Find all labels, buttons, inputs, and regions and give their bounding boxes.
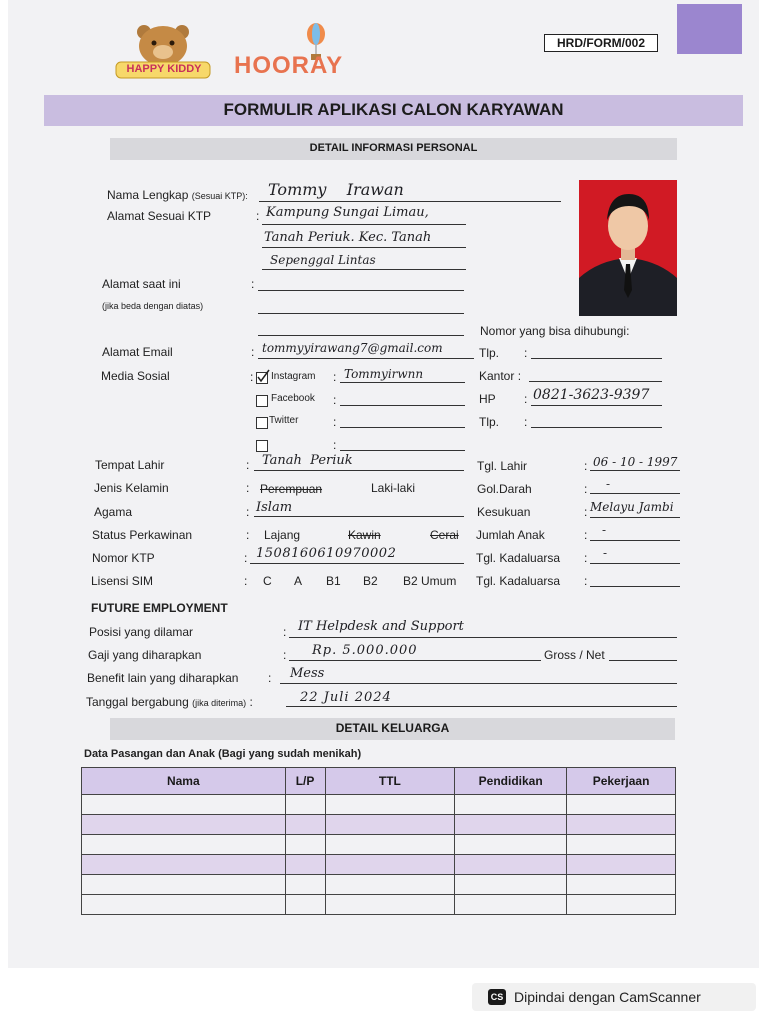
contact-header: Nomor yang bisa dihubungi: [480, 324, 630, 338]
salary-value[interactable]: Rp. 5.000.000 [312, 643, 418, 658]
table-cell[interactable] [455, 875, 567, 895]
form-code: HRD/FORM/002 [544, 34, 658, 52]
hp-field-line [531, 405, 662, 406]
table-cell[interactable] [455, 855, 567, 875]
table-row [82, 875, 676, 895]
ktp-expiry-colon: : [584, 551, 588, 565]
instagram-label: Instagram [271, 371, 316, 382]
ktp-number-value[interactable]: 1508160610970002 [256, 546, 397, 561]
social-colon: : [250, 370, 254, 384]
table-row [82, 835, 676, 855]
table-cell[interactable] [285, 835, 325, 855]
join-date-label-text: Tanggal bergabung [86, 695, 189, 709]
religion-value[interactable]: Islam [256, 500, 293, 515]
current-address-line1[interactable] [258, 290, 464, 291]
tlp2-colon: : [524, 415, 528, 429]
facebook-field-line[interactable] [340, 405, 465, 406]
sim-option-a[interactable]: A [294, 574, 303, 588]
gross-net-field-line[interactable] [609, 660, 677, 661]
table-row [82, 795, 676, 815]
sim-option-c[interactable]: C [263, 574, 272, 588]
happy-kiddy-logo [112, 22, 214, 82]
benefit-colon: : [268, 671, 272, 685]
marital-single-option[interactable]: Lajang [264, 528, 301, 542]
religion-field-line [254, 516, 464, 517]
join-date-field-line [286, 706, 677, 707]
sim-option-b2-umum[interactable]: B2 Umum [403, 574, 457, 588]
children-field-line [590, 540, 680, 541]
twitter-checkbox[interactable] [256, 417, 268, 429]
column-header-education: Pendidikan [455, 768, 567, 795]
blood-colon: : [584, 482, 588, 496]
religion-colon: : [246, 505, 250, 519]
ktp-expiry-label: Tgl. Kadaluarsa [476, 551, 561, 565]
table-cell[interactable] [285, 795, 325, 815]
ktp-address-colon: : [256, 209, 260, 223]
table-cell[interactable] [567, 835, 676, 855]
sim-colon: : [244, 574, 248, 588]
gender-male-option[interactable]: Laki-laki [371, 481, 416, 495]
birthplace-label: Tempat Lahir [95, 458, 165, 472]
gender-colon: : [246, 481, 250, 495]
twitter-colon: : [333, 415, 337, 429]
section-personal-title: DETAIL INFORMASI PERSONAL [309, 142, 478, 154]
table-cell[interactable] [455, 815, 567, 835]
name-field-line [259, 201, 561, 202]
ktp-number-field-line [250, 563, 464, 564]
table-cell[interactable] [285, 895, 325, 915]
birthplace-field-line [254, 470, 464, 471]
religion-label: Agama [94, 505, 133, 519]
gross-net-label[interactable]: Gross / Net [544, 648, 605, 662]
marital-colon: : [246, 528, 250, 542]
facebook-colon: : [333, 393, 337, 407]
current-address-line2[interactable] [258, 313, 464, 314]
ktp-number-colon: : [244, 551, 248, 565]
ethnic-colon: : [584, 505, 588, 519]
form-title: FORMULIR APLIKASI CALON KARYAWAN [223, 100, 564, 119]
checkmark-icon [256, 369, 270, 383]
table-cell[interactable] [325, 855, 455, 875]
ktp-address-value-2[interactable]: Tanah Periuk. Kec. Tanah [264, 230, 432, 245]
email-field-line [258, 358, 474, 359]
position-colon: : [283, 625, 287, 639]
tlp2-field-line[interactable] [531, 427, 662, 428]
table-row [82, 815, 676, 835]
children-label: Jumlah Anak [476, 528, 545, 542]
ethnic-label: Kesukuan [477, 505, 531, 519]
ktp-address-value-1[interactable]: Kampung Sungai Limau, [266, 205, 429, 220]
benefit-field-line [280, 683, 677, 684]
join-date-note: (jika diterima) [192, 698, 247, 708]
table-cell[interactable] [325, 875, 455, 895]
tlp1-colon: : [524, 346, 528, 360]
tlp1-label: Tlp. [479, 346, 500, 360]
table-cell[interactable] [567, 795, 676, 815]
family-subheader: Data Pasangan dan Anak (Bagi yang sudah menikah) [84, 748, 362, 760]
hp-value[interactable]: 0821-3623-9397 [533, 387, 650, 403]
dob-colon: : [584, 459, 588, 473]
sim-label: Lisensi SIM [91, 574, 154, 588]
ktp-address-line2 [262, 247, 466, 248]
dob-label: Tgl. Lahir [477, 459, 528, 473]
current-address-line3[interactable] [258, 335, 464, 336]
table-cell[interactable] [567, 815, 676, 835]
name-label [107, 188, 248, 202]
other-social-checkbox[interactable] [256, 440, 268, 452]
instagram-checkbox[interactable] [256, 372, 268, 384]
sim-expiry-label: Tgl. Kadaluarsa [476, 574, 561, 588]
table-cell[interactable] [82, 835, 286, 855]
position-value[interactable]: IT Helpdesk and Support [298, 619, 464, 634]
sim-expiry-colon: : [584, 574, 588, 588]
salary-label: Gaji yang diharapkan [88, 648, 202, 662]
dob-field-line [590, 470, 680, 471]
table-cell[interactable] [325, 815, 455, 835]
office-label: Kantor : [479, 369, 522, 383]
tlp2-label: Tlp. [479, 415, 500, 429]
current-address-label: Alamat saat ini [102, 277, 181, 291]
sim-option-b2[interactable]: B2 [363, 574, 378, 588]
ktp-address-line1 [262, 224, 466, 225]
gender-female-option[interactable]: Perempuan [260, 482, 323, 496]
table-cell[interactable] [82, 855, 286, 875]
blood-value[interactable]: - [606, 477, 611, 491]
position-label: Posisi yang dilamar [89, 625, 194, 639]
table-cell[interactable] [82, 875, 286, 895]
other-social-field-line[interactable] [340, 450, 465, 451]
table-cell[interactable] [285, 875, 325, 895]
email-colon: : [251, 345, 255, 359]
instagram-field-line [340, 382, 465, 383]
table-cell[interactable] [82, 815, 286, 835]
future-employment-header: FUTURE EMPLOYMENT [91, 601, 228, 615]
column-header-occupation: Pekerjaan [567, 768, 676, 795]
birthplace-value[interactable]: Tanah Periuk [262, 453, 353, 468]
sim-expiry-field-line[interactable] [590, 586, 680, 587]
hp-colon: : [524, 392, 528, 406]
blood-label: Gol.Darah [477, 482, 532, 496]
hooray-logo [234, 22, 344, 82]
join-date-label: Tanggal bergabung (jika diterima) : [86, 695, 253, 709]
other-social-colon: : [333, 438, 337, 452]
table-cell[interactable] [567, 855, 676, 875]
corner-box [677, 4, 742, 54]
marital-divorced-option[interactable]: Cerai [430, 528, 459, 542]
name-note: (Sesuai KTP): [191, 191, 248, 201]
instagram-value[interactable]: Tommyirwnn [344, 367, 424, 381]
email-value[interactable]: tommyyirawang7@gmail.com [262, 341, 443, 355]
family-table-header [82, 768, 676, 795]
table-cell[interactable] [82, 895, 286, 915]
birthplace-colon: : [246, 458, 250, 472]
applicant-photo [579, 180, 677, 316]
position-field-line [289, 637, 677, 638]
column-header-name: Nama [82, 768, 286, 795]
salary-colon: : [283, 648, 287, 662]
email-label: Alamat Email [102, 345, 173, 359]
current-address-colon: : [251, 277, 255, 291]
hooray-logo-text: HOORAY [234, 52, 344, 79]
name-value[interactable]: Tommy Irawan [268, 180, 404, 199]
column-header-gender: L/P [285, 768, 325, 795]
section-family-title: DETAIL KELUARGA [335, 721, 450, 735]
twitter-field-line[interactable] [340, 427, 465, 428]
current-address-note: (jika beda dengan diatas) [102, 301, 204, 311]
table-cell[interactable] [567, 895, 676, 915]
name-label-text: Nama Lengkap [107, 188, 189, 202]
ktp-expiry-field-line [590, 563, 680, 564]
table-cell[interactable] [325, 795, 455, 815]
table-cell[interactable] [455, 795, 567, 815]
table-cell[interactable] [455, 835, 567, 855]
table-cell[interactable] [285, 815, 325, 835]
table-cell[interactable] [325, 895, 455, 915]
table-cell[interactable] [82, 795, 286, 815]
happy-kiddy-logo-text: HAPPY KIDDY [126, 63, 202, 75]
hp-label: HP [479, 392, 496, 406]
table-row [82, 855, 676, 875]
table-row [82, 895, 676, 915]
column-header-ttl: TTL [325, 768, 455, 795]
camscanner-icon: CS [488, 989, 506, 1005]
twitter-label: Twitter [269, 415, 299, 426]
ktp-number-label: Nomor KTP [92, 551, 155, 565]
table-cell[interactable] [285, 855, 325, 875]
marital-married-option[interactable]: Kawin [348, 528, 381, 542]
children-value[interactable]: - [602, 523, 607, 537]
table-cell[interactable] [455, 895, 567, 915]
join-date-value[interactable]: 22 Juli 2024 [300, 690, 392, 705]
salary-field-line [289, 660, 541, 661]
ktp-expiry-value[interactable]: - [603, 546, 608, 560]
ethnic-value[interactable]: Melayu Jambi [590, 500, 674, 514]
blood-field-line [590, 493, 680, 494]
social-label: Media Sosial [101, 369, 170, 383]
dob-value[interactable]: 06 - 10 - 1997 [593, 455, 678, 469]
ktp-address-label: Alamat Sesuai KTP [107, 209, 212, 223]
person-icon [579, 180, 677, 316]
ethnic-field-line [590, 517, 680, 518]
facebook-checkbox[interactable] [256, 395, 268, 407]
children-colon: : [584, 528, 588, 542]
instagram-colon: : [333, 370, 337, 384]
benefit-value[interactable]: Mess [290, 666, 325, 681]
facebook-label: Facebook [271, 393, 315, 404]
camscanner-badge [472, 983, 756, 1011]
benefit-label: Benefit lain yang diharapkan [87, 671, 239, 685]
ktp-address-line3 [262, 269, 466, 270]
camscanner-text: Dipindai dengan CamScanner [514, 989, 701, 1005]
gender-label: Jenis Kelamin [94, 481, 169, 495]
table-cell[interactable] [325, 835, 455, 855]
marital-label: Status Perkawinan [92, 528, 193, 542]
ktp-address-value-3[interactable]: Sepenggal Lintas [270, 253, 376, 267]
family-table [81, 767, 676, 915]
tlp1-field-line[interactable] [531, 358, 662, 359]
office-field-line[interactable] [529, 381, 662, 382]
sim-option-b1[interactable]: B1 [326, 574, 341, 588]
table-cell[interactable] [567, 875, 676, 895]
